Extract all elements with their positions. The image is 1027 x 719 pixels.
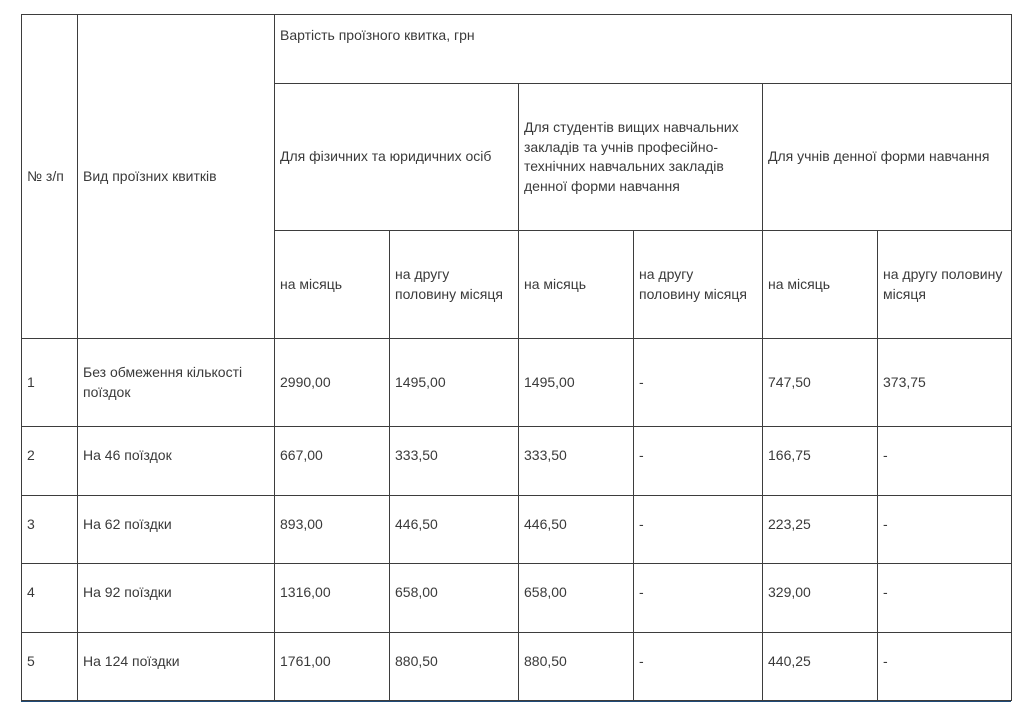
header-row-1 bbox=[22, 15, 1012, 84]
price-cell: 329,00 bbox=[763, 564, 878, 633]
price-cell: 440,25 bbox=[763, 633, 878, 701]
price-cell: 667,00 bbox=[275, 427, 390, 496]
price-cell: 658,00 bbox=[519, 564, 634, 633]
row-number: 2 bbox=[22, 427, 78, 496]
price-cell: 1761,00 bbox=[275, 633, 390, 701]
price-cell: - bbox=[634, 339, 763, 427]
price-cell: 2990,00 bbox=[275, 339, 390, 427]
price-cell: 166,75 bbox=[763, 427, 878, 496]
price-cell: - bbox=[878, 496, 1012, 564]
row-number: 4 bbox=[22, 564, 78, 633]
table-row bbox=[22, 496, 1012, 564]
price-cell: - bbox=[878, 564, 1012, 633]
subheader-half-month: на другу половину місяця bbox=[634, 231, 763, 339]
price-cell: 747,50 bbox=[763, 339, 878, 427]
price-cell: 880,50 bbox=[519, 633, 634, 701]
subheader-month: на місяць bbox=[763, 231, 878, 339]
ticket-type: На 46 поїздок bbox=[78, 427, 275, 496]
price-cell: 893,00 bbox=[275, 496, 390, 564]
group-header-pupils: Для учнів денної форми навчання bbox=[763, 84, 1012, 231]
price-cell: 1316,00 bbox=[275, 564, 390, 633]
subheader-month: на місяць bbox=[519, 231, 634, 339]
table-row bbox=[22, 564, 1012, 633]
price-cell: 223,25 bbox=[763, 496, 878, 564]
num-header: № з/п bbox=[22, 15, 78, 339]
price-cell: 333,50 bbox=[519, 427, 634, 496]
ticket-type: На 92 поїздки bbox=[78, 564, 275, 633]
price-cell: 880,50 bbox=[390, 633, 519, 701]
price-cell: - bbox=[634, 564, 763, 633]
price-cell: - bbox=[878, 633, 1012, 701]
ticket-type: Без обмеження кількості поїздок bbox=[78, 339, 275, 427]
price-cell: 1495,00 bbox=[390, 339, 519, 427]
row-number: 5 bbox=[22, 633, 78, 701]
type-header: Вид проїзних квитків bbox=[78, 15, 275, 339]
price-cell: - bbox=[634, 496, 763, 564]
subheader-half-month: на другу половину місяця bbox=[390, 231, 519, 339]
price-cell: 658,00 bbox=[390, 564, 519, 633]
row-number: 1 bbox=[22, 339, 78, 427]
price-cell: - bbox=[634, 427, 763, 496]
price-cell: 1495,00 bbox=[519, 339, 634, 427]
price-cell: 373,75 bbox=[878, 339, 1012, 427]
price-cell: 446,50 bbox=[390, 496, 519, 564]
ticket-type: На 124 поїздки bbox=[78, 633, 275, 701]
group-header-individuals: Для фізичних та юридичних осіб bbox=[275, 84, 519, 231]
ticket-price-table-container bbox=[21, 14, 1011, 702]
cost-header: Вартість проїзного квитка, грн bbox=[275, 15, 1012, 84]
table-row bbox=[22, 427, 1012, 496]
row-number: 3 bbox=[22, 496, 78, 564]
price-cell: - bbox=[634, 633, 763, 701]
price-cell: 446,50 bbox=[519, 496, 634, 564]
table-row bbox=[22, 339, 1012, 427]
table-row bbox=[22, 633, 1012, 701]
price-cell: - bbox=[878, 427, 1012, 496]
group-header-students: Для студентів вищих навчальних закладів та учнів професійно-технічних навчальних закладів денної форми навчання bbox=[519, 84, 763, 231]
subheader-half-month: на другу половину місяця bbox=[878, 231, 1012, 339]
subheader-month: на місяць bbox=[275, 231, 390, 339]
ticket-price-table bbox=[21, 14, 1012, 701]
price-cell: 333,50 bbox=[390, 427, 519, 496]
ticket-type: На 62 поїздки bbox=[78, 496, 275, 564]
